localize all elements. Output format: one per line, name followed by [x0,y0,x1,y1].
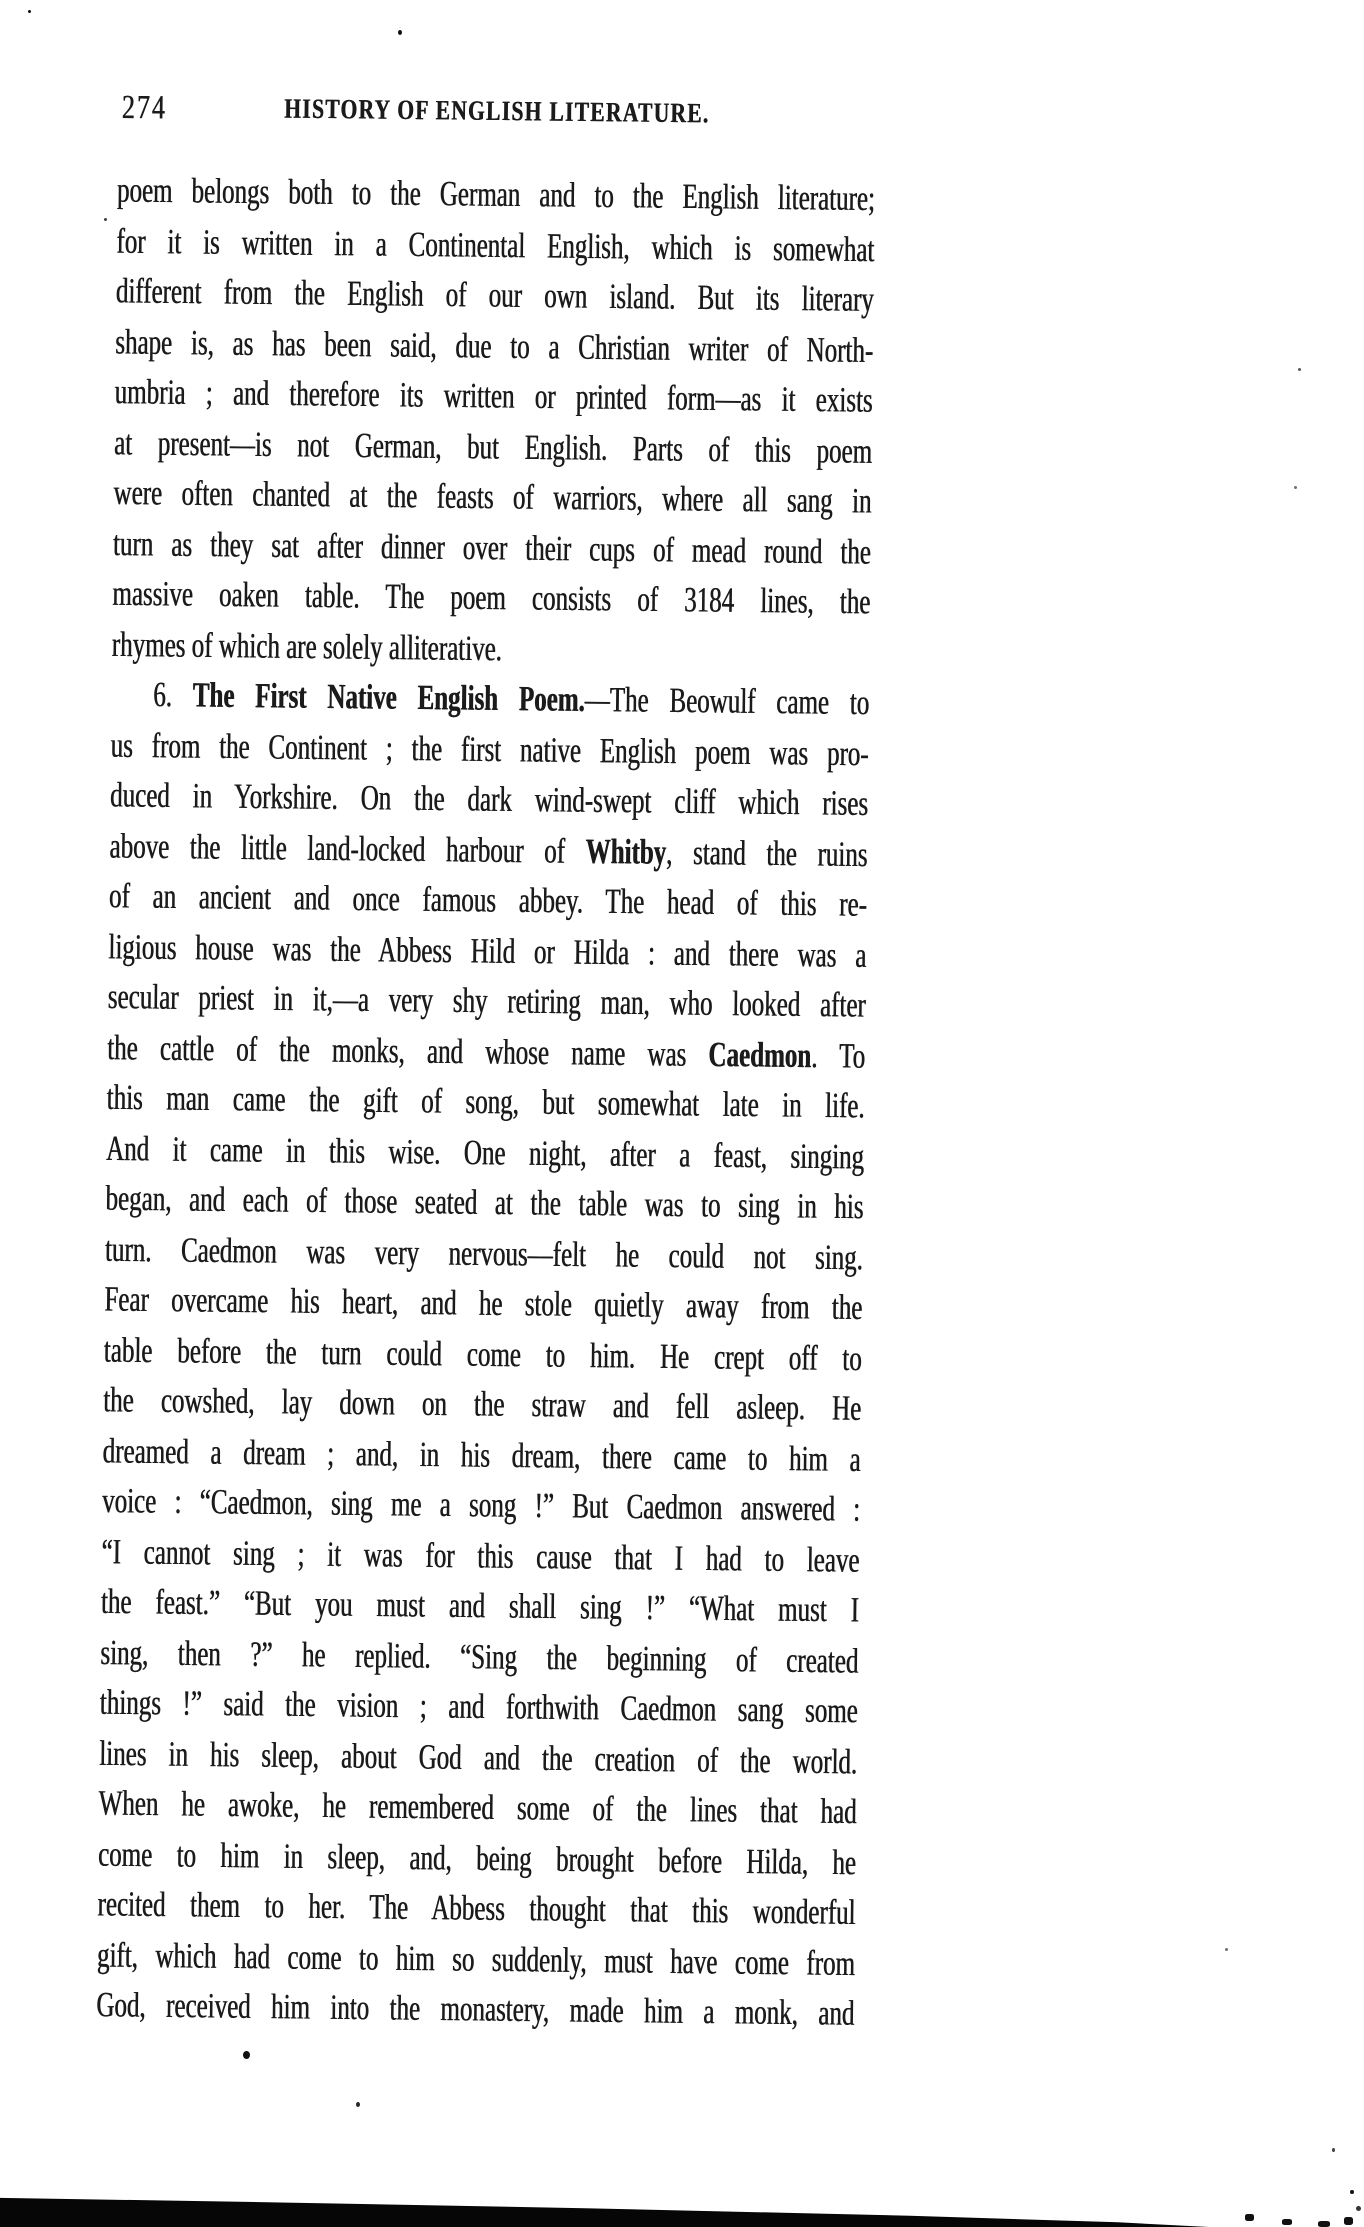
text-line: ligious house was the Abbess Hild or Hilda : and there was a [108,927,867,975]
ink-speck [1350,2190,1354,2194]
text-line: were often chanted at the feasts of warriors, where all sang in [113,474,872,522]
text-line: this man came the gift of song, but somewhat late in life. [106,1078,865,1126]
text-line: of an ancient and once famous abbey. The head of this re- [108,877,867,925]
text-line: secular priest in it,—a very shy retiring man, who looked after [107,978,866,1026]
text-line: God, received him into the monastery, made him a monk, and [96,1986,855,2034]
text-line: come to him in sleep, and, being brought before Hilda, he [97,1835,857,1883]
scan-edge-shadow [0,2180,1300,2227]
ink-speck [1332,2148,1335,2152]
text-line: rhymes of which are solely alliterative. [111,625,503,669]
ink-speck [1282,2219,1292,2225]
text-line: turn. Caedmon was very nervous—felt he could not sing. [104,1230,863,1278]
text-line: lines in his sleep, about God and the creation of the world. [98,1734,858,1782]
text-line: the cattle of the monks, and whose name was Caedmon. To [106,1028,866,1076]
ink-speck [356,2102,360,2107]
text-line: umbria ; and therefore its written or printed form—as it exists [114,373,873,421]
text-line: recited them to her. The Abbess thought that this wonderful [97,1885,856,1933]
page-content [96,88,876,2034]
running-header: HISTORY OF ENGLISH LITERATURE. [283,92,710,129]
ink-speck [398,30,402,35]
text-line: gift, which had come to him so suddenly, must have come from [96,1935,855,1983]
text-line: sing, then ?” he replied. “Sing the beginning of created [100,1633,859,1681]
ink-speck [243,2051,250,2059]
text-line: at present—is not German, but English. Parts of this poem [113,423,873,471]
text-line: Fear overcame his heart, and he stole quietly away from the [104,1280,863,1328]
text-line: different from the English of our own island. But its literary [115,272,874,320]
text-line: things !” said the vision ; and forthwith Caedmon sang some [99,1683,858,1731]
text-line: poem belongs both to the German and to the English literature; [116,171,876,219]
text-line: “I cannot sing ; it was for this cause that I had to leave [101,1532,860,1580]
page-number: 274 [121,88,167,127]
text-line: for it is written in a Continental English, which is somewhat [116,222,875,270]
text-line: massive oaken table. The poem consists of 3184 lines, the [112,574,871,622]
ink-speck [1225,1948,1228,1951]
text-line: And it came in this wise. One night, after a feast, singing [105,1129,865,1177]
ink-speck [1356,2206,1361,2211]
text-line: duced in Yorkshire. On the dark wind-swept cliff which rises [109,776,869,824]
ink-speck [1318,2221,1330,2227]
text-line: turn as they sat after dinner over their cups of mead round the [112,524,871,572]
text-line: us from the Continent ; the first native English poem was pro- [110,726,869,774]
page-lines [96,166,875,2040]
text-line: the feast.” “But you must and shall sing !” “What must I [100,1583,859,1631]
text-line: above the little land-locked harbour of Whitby, stand the ruins [109,826,868,874]
text-line: shape is, as has been said, due to a Christian writer of North- [114,322,874,370]
text-line: table before the turn could come to him. He crept off to [103,1331,862,1378]
text-line: voice : “Caedmon, sing me a song !” But Caedmon answered : [101,1482,861,1530]
ink-speck [1298,368,1301,371]
ink-speck [28,10,31,13]
page-header [118,88,876,139]
text-line: 6. The First Native English Poem.—The Beowulf came to [152,676,870,723]
text-line: dreamed a dream ; and, in his dream, there came to him a [102,1431,861,1479]
text-line: began, and each of those seated at the table was to sing in his [105,1179,864,1227]
ink-speck [104,218,107,221]
text-line: When he awoke, he remembered some of the lines that had [98,1784,857,1832]
ink-speck [1245,2214,1254,2221]
ink-speck [1344,2217,1353,2225]
text-line: the cowshed, lay down on the straw and fell asleep. He [102,1381,862,1429]
ink-speck [1294,486,1297,489]
